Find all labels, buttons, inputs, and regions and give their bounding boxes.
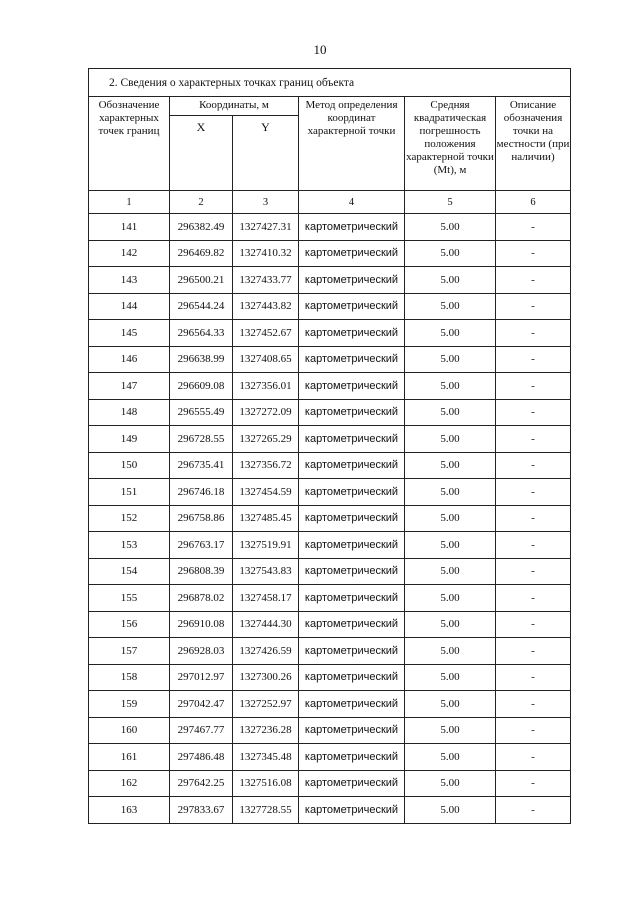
description-cell: - [496,638,571,665]
table-row [89,532,571,559]
accuracy-cell: 5.00 [405,346,496,373]
accuracy-cell: 5.00 [405,479,496,506]
column-number: 6 [496,191,571,214]
accuracy-cell: 5.00 [405,399,496,426]
point-number-cell: 146 [89,346,170,373]
accuracy-cell: 5.00 [405,293,496,320]
accuracy-cell: 5.00 [405,532,496,559]
x-coordinate-cell: 297486.48 [170,744,233,771]
point-number-cell: 148 [89,399,170,426]
table-row [89,558,571,585]
column-number: 2 [170,191,233,214]
description-cell: - [496,426,571,453]
y-coordinate-cell: 1327516.08 [233,770,299,797]
column-number: 4 [299,191,405,214]
method-cell: картометрический [299,240,405,267]
table-row [89,373,571,400]
table-row [89,479,571,506]
x-coordinate-cell: 297042.47 [170,691,233,718]
header-x: X [170,116,233,191]
point-number-cell: 154 [89,558,170,585]
y-coordinate-cell: 1327252.97 [233,691,299,718]
boundary-points-table [88,68,571,824]
x-coordinate-cell: 296469.82 [170,240,233,267]
column-number: 3 [233,191,299,214]
x-coordinate-cell: 296564.33 [170,320,233,347]
table-row [89,399,571,426]
method-cell: картометрический [299,214,405,241]
y-coordinate-cell: 1327345.48 [233,744,299,771]
method-cell: картометрический [299,346,405,373]
section-title: 2. Сведения о характерных точках границ объекта [89,69,571,97]
description-cell: - [496,346,571,373]
table-row [89,638,571,665]
x-coordinate-cell: 296928.03 [170,638,233,665]
accuracy-cell: 5.00 [405,717,496,744]
description-cell: - [496,664,571,691]
page-number: 10 [313,42,327,57]
method-cell: картометрический [299,532,405,559]
method-cell: картометрический [299,611,405,638]
y-coordinate-cell: 1327433.77 [233,267,299,294]
point-number-cell: 143 [89,267,170,294]
y-coordinate-cell: 1327236.28 [233,717,299,744]
x-coordinate-cell: 296382.49 [170,214,233,241]
description-cell: - [496,744,571,771]
method-cell: картометрический [299,399,405,426]
description-cell: - [496,691,571,718]
y-coordinate-cell: 1327300.26 [233,664,299,691]
point-number-cell: 145 [89,320,170,347]
accuracy-cell: 5.00 [405,691,496,718]
y-coordinate-cell: 1327356.01 [233,373,299,400]
description-cell: - [496,240,571,267]
point-number-cell: 150 [89,452,170,479]
y-coordinate-cell: 1327452.67 [233,320,299,347]
point-number-cell: 159 [89,691,170,718]
header-description: Описание обозначения точки на местности (при наличии) [496,97,571,191]
table-row [89,664,571,691]
point-number-cell: 161 [89,744,170,771]
method-cell: картометрический [299,585,405,612]
description-cell: - [496,770,571,797]
table-body [89,214,571,824]
x-coordinate-cell: 297642.25 [170,770,233,797]
accuracy-cell: 5.00 [405,558,496,585]
method-cell: картометрический [299,293,405,320]
x-coordinate-cell: 296910.08 [170,611,233,638]
x-coordinate-cell: 297012.97 [170,664,233,691]
y-coordinate-cell: 1327543.83 [233,558,299,585]
table-row [89,452,571,479]
point-number-cell: 158 [89,664,170,691]
table-row [89,744,571,771]
x-coordinate-cell: 296808.39 [170,558,233,585]
method-cell: картометрический [299,452,405,479]
point-number-cell: 153 [89,532,170,559]
y-coordinate-cell: 1327408.65 [233,346,299,373]
accuracy-cell: 5.00 [405,267,496,294]
table-row [89,240,571,267]
description-cell: - [496,532,571,559]
header-method: Метод определения координат характерной точки [299,97,405,191]
accuracy-cell: 5.00 [405,373,496,400]
description-cell: - [496,611,571,638]
accuracy-cell: 5.00 [405,320,496,347]
accuracy-cell: 5.00 [405,744,496,771]
method-cell: картометрический [299,797,405,824]
description-cell: - [496,267,571,294]
x-coordinate-cell: 296746.18 [170,479,233,506]
description-cell: - [496,399,571,426]
x-coordinate-cell: 296500.21 [170,267,233,294]
description-cell: - [496,797,571,824]
point-number-cell: 163 [89,797,170,824]
table-row [89,691,571,718]
accuracy-cell: 5.00 [405,426,496,453]
method-cell: картометрический [299,426,405,453]
column-number-row [89,191,571,214]
point-number-cell: 151 [89,479,170,506]
accuracy-cell: 5.00 [405,770,496,797]
point-number-cell: 142 [89,240,170,267]
method-cell: картометрический [299,267,405,294]
x-coordinate-cell: 296544.24 [170,293,233,320]
table-row [89,346,571,373]
description-cell: - [496,558,571,585]
table-row [89,611,571,638]
header-accuracy: Средняя квадратическая погрешность положения характерной точки (Mt), м [405,97,496,191]
point-number-cell: 147 [89,373,170,400]
y-coordinate-cell: 1327410.32 [233,240,299,267]
x-coordinate-cell: 297833.67 [170,797,233,824]
x-coordinate-cell: 296758.86 [170,505,233,532]
y-coordinate-cell: 1327443.82 [233,293,299,320]
method-cell: картометрический [299,770,405,797]
accuracy-cell: 5.00 [405,638,496,665]
header-y: Y [233,116,299,191]
header-coordinates: Координаты, м [170,97,299,116]
accuracy-cell: 5.00 [405,611,496,638]
table-row [89,214,571,241]
y-coordinate-cell: 1327454.59 [233,479,299,506]
header-point-designation: Обозначение характерных точек границ [89,97,170,191]
accuracy-cell: 5.00 [405,214,496,241]
description-cell: - [496,373,571,400]
y-coordinate-cell: 1327265.29 [233,426,299,453]
table-row [89,267,571,294]
point-number-cell: 149 [89,426,170,453]
accuracy-cell: 5.00 [405,452,496,479]
method-cell: картометрический [299,373,405,400]
method-cell: картометрический [299,320,405,347]
point-number-cell: 157 [89,638,170,665]
y-coordinate-cell: 1327485.45 [233,505,299,532]
description-cell: - [496,505,571,532]
x-coordinate-cell: 296638.99 [170,346,233,373]
accuracy-cell: 5.00 [405,240,496,267]
x-coordinate-cell: 296878.02 [170,585,233,612]
accuracy-cell: 5.00 [405,585,496,612]
x-coordinate-cell: 296555.49 [170,399,233,426]
x-coordinate-cell: 297467.77 [170,717,233,744]
column-number: 1 [89,191,170,214]
y-coordinate-cell: 1327272.09 [233,399,299,426]
table-row [89,717,571,744]
y-coordinate-cell: 1327356.72 [233,452,299,479]
table-row [89,505,571,532]
table-row [89,426,571,453]
method-cell: картометрический [299,717,405,744]
description-cell: - [496,452,571,479]
table-row [89,797,571,824]
point-number-cell: 144 [89,293,170,320]
column-number: 5 [405,191,496,214]
method-cell: картометрический [299,664,405,691]
table-row [89,320,571,347]
method-cell: картометрический [299,558,405,585]
x-coordinate-cell: 296728.55 [170,426,233,453]
accuracy-cell: 5.00 [405,797,496,824]
description-cell: - [496,214,571,241]
description-cell: - [496,293,571,320]
point-number-cell: 155 [89,585,170,612]
description-cell: - [496,717,571,744]
x-coordinate-cell: 296609.08 [170,373,233,400]
accuracy-cell: 5.00 [405,505,496,532]
y-coordinate-cell: 1327427.31 [233,214,299,241]
method-cell: картометрический [299,691,405,718]
method-cell: картометрический [299,638,405,665]
method-cell: картометрический [299,505,405,532]
accuracy-cell: 5.00 [405,664,496,691]
y-coordinate-cell: 1327728.55 [233,797,299,824]
x-coordinate-cell: 296763.17 [170,532,233,559]
method-cell: картометрический [299,479,405,506]
y-coordinate-cell: 1327458.17 [233,585,299,612]
y-coordinate-cell: 1327426.59 [233,638,299,665]
y-coordinate-cell: 1327444.30 [233,611,299,638]
table-row [89,585,571,612]
table-row [89,770,571,797]
point-number-cell: 141 [89,214,170,241]
method-cell: картометрический [299,744,405,771]
description-cell: - [496,479,571,506]
point-number-cell: 152 [89,505,170,532]
point-number-cell: 160 [89,717,170,744]
point-number-cell: 162 [89,770,170,797]
description-cell: - [496,320,571,347]
description-cell: - [496,585,571,612]
point-number-cell: 156 [89,611,170,638]
x-coordinate-cell: 296735.41 [170,452,233,479]
y-coordinate-cell: 1327519.91 [233,532,299,559]
table-row [89,293,571,320]
